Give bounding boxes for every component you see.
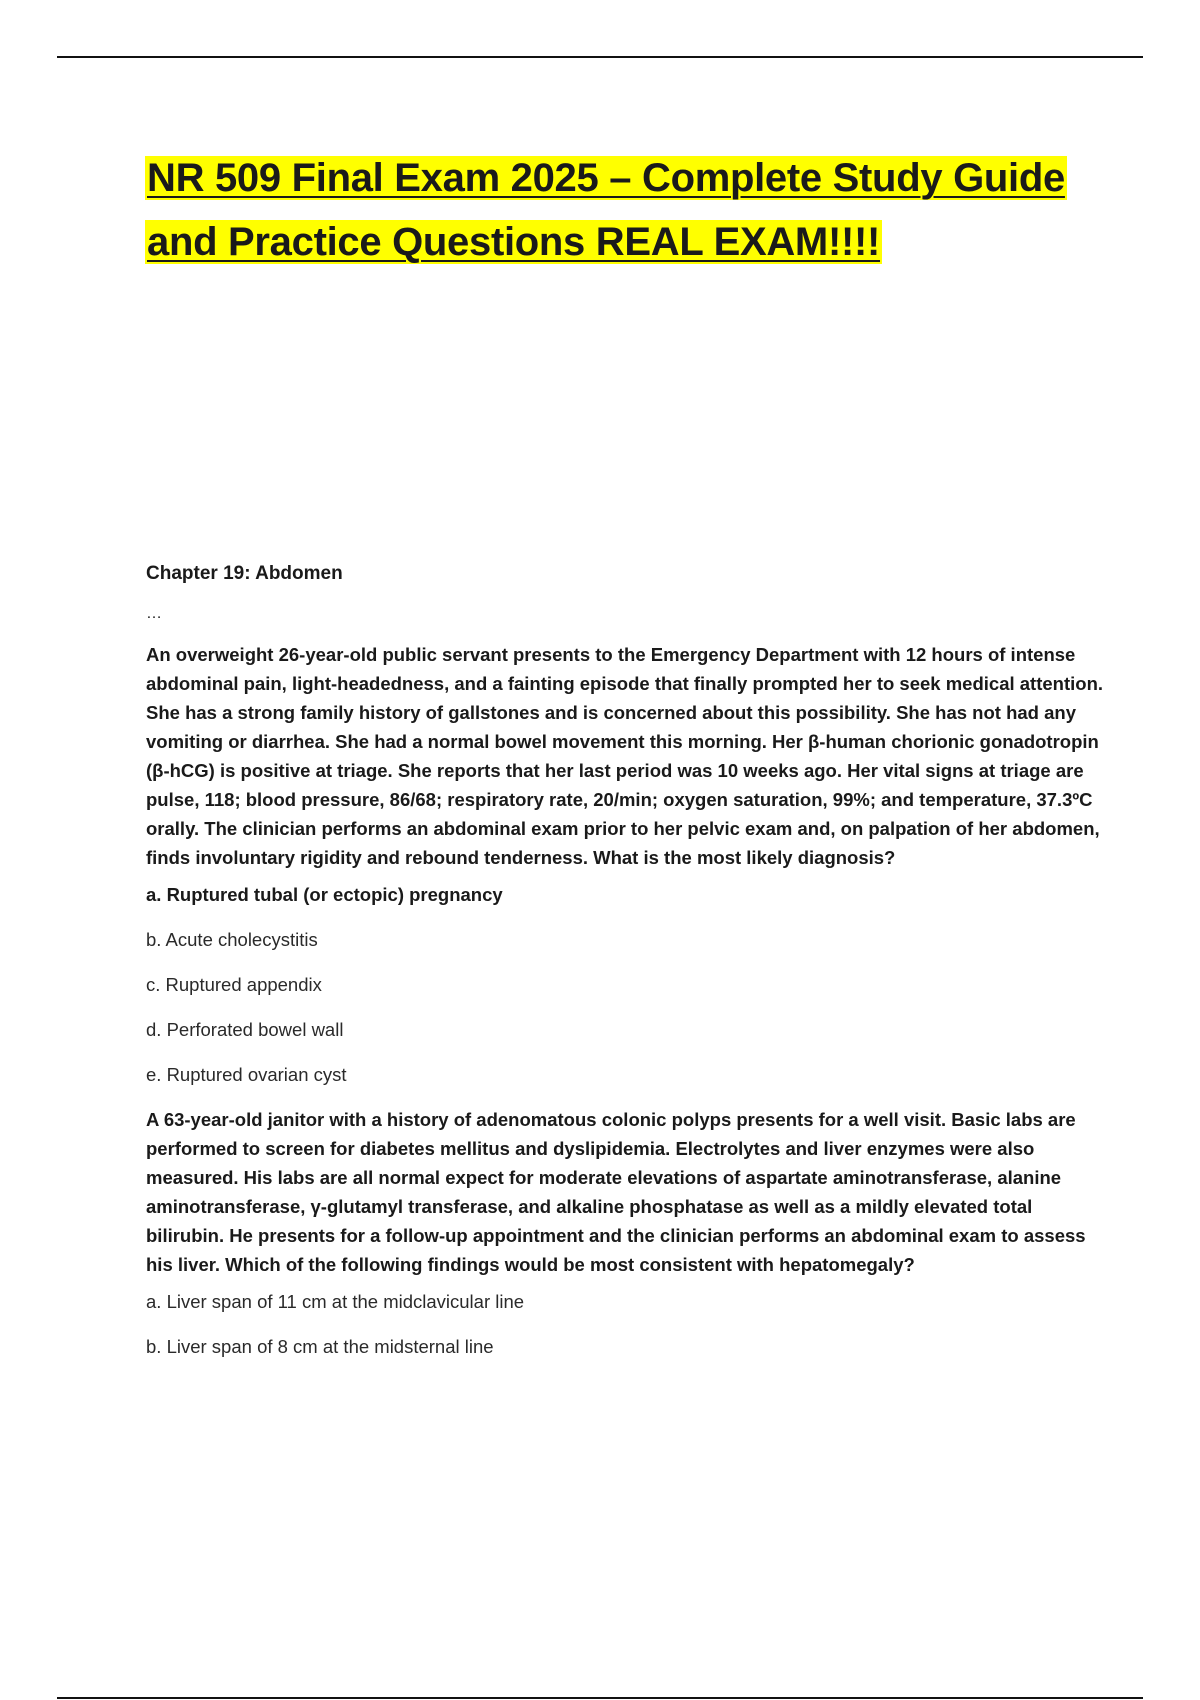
question-1-option-b: b. Acute cholecystitis — [146, 929, 318, 950]
question-2-options — [146, 1287, 1106, 1361]
question-2-text: A 63-year-old janitor with a history of adenomatous colonic polyps presents for a well visit. Basic labs are performed to screen for diabetes mellitus and dyslipidemia. Electrolytes and liver enzymes were also measured. His labs are all normal expect for moderate elevations of aspartate aminotransferase, alanine aminotransferase, γ-glutamyl transferase, and alkaline phosphatase as well as a mildly elevated total bilirubin. He presents for a follow-up appointment and the clinician performs an abdominal exam to assess his liver. Which of the following findings would be most consistent with hepatomegaly? — [146, 1109, 1086, 1275]
question-1-option-c: c. Ruptured appendix — [146, 974, 322, 995]
question-2-option-a: a. Liver span of 11 cm at the midclavicular line — [146, 1291, 525, 1312]
chapter-heading: Chapter 19: Abdomen — [146, 563, 343, 584]
bottom-rule — [57, 1697, 1143, 1699]
document-title — [145, 146, 1105, 274]
question-1-option-a: a. Ruptured tubal (or ectopic) pregnancy — [146, 884, 503, 905]
document-body — [146, 560, 1106, 1377]
question-1-option-e: e. Ruptured ovarian cyst — [146, 1064, 347, 1085]
top-rule — [57, 56, 1143, 58]
title-highlight: NR 509 Final Exam 2025 – Complete Study Guide and Practice Questions REAL EXAM!!!! — [147, 156, 1065, 264]
question-1-option-d: d. Perforated bowel wall — [146, 1019, 344, 1040]
question-2-option-b: b. Liver span of 8 cm at the midsternal line — [146, 1336, 494, 1357]
ellipsis: … — [146, 605, 162, 622]
question-1-text: An overweight 26-year-old public servant presents to the Emergency Department with 12 hours of intense abdominal pain, light-headedness, and a fainting episode that finally prompted her to seek medical attention. She has a strong family history of gallstones and is concerned about this possibility. She has not had any vomiting or diarrhea. She had a normal bowel movement this morning. Her β-human chorionic gonadotropin (β-hCG) is positive at triage. She reports that her last period was 10 weeks ago. Her vital signs at triage are pulse, 118; blood pressure, 86/68; respiratory rate, 20/min; oxygen saturation, 99%; and temperature, 37.3ºC orally. The clinician performs an abdominal exam prior to her pelvic exam and, on palpation of her abdomen, finds involuntary rigidity and rebound tenderness. What is the most likely diagnosis? — [146, 644, 1104, 868]
question-1-options — [146, 880, 1106, 1089]
